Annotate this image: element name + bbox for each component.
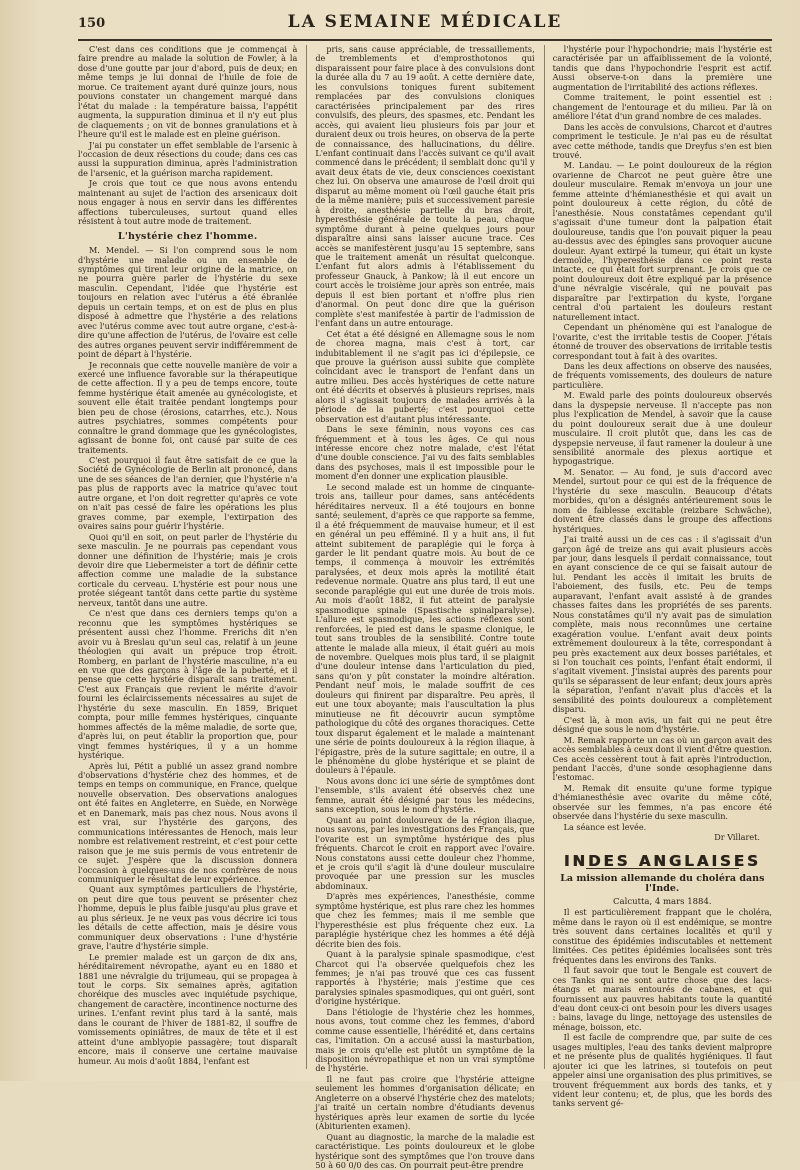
page-header	[78, 12, 772, 41]
paragraph: Il faut savoir que tout le Bengale est couvert de ces Tanks qui ne sont autre chose que des lacs-étangs et marais entourés de cabanes, et qui fournissent aux pauvres habitants toute la quantité d'eau dont ceux-ci ont besoin pour les divers usages : bains, lavage du linge, nettoyage des ustensiles de ménage, boisson, etc.	[552, 965, 772, 1032]
paragraph: Dans le sexe féminin, nous voyons ces cas fréquemment et à tous les âges. Ce qui nous intéresse encore chez notre malade, c'est l'état d'une double conscience. J'ai vu des faits semblables dans des psychoses, mais il est impossible pour le moment d'en donner une explication plausible.	[315, 424, 535, 482]
paragraph: Je crois que tout ce que nous avons entendu maintenant au sujet de l'action des arsenicaux doit nous engager à nous en servir dans les différentes affections tuberculeuses, surtout quand elles résistent à tout autre mode de traitement.	[78, 178, 298, 227]
paragraph: Quant au point douloureux de la région iliaque, nous savons, par les investigations des Français, que l'ovarite est un symptôme hystérique des plus fréquents. Charcot le croit en rapport avec l'ovaire. Nous constatons aussi cette douleur chez l'homme, et je crois qu'il s'agit là d'une douleur musculaire provoquée par une pression sur les muscles abdominaux.	[315, 814, 535, 891]
paragraph: M. Remak dit ensuite qu'une forme typique d'hémianesthésie avec ovarite du même côté, observée sur les femmes, n'a pas encore été observée dans l'hystérie du sexe masculin.	[552, 782, 772, 822]
paragraph: Il ne faut pas croire que l'hystérie atteigne seulement les hommes d'organisation délicate; en Angleterre on a observé l'hystérie chez des matelots; j'ai traité un certain nombre d'étudiants devenus hystériques après leur examen de sortie du lycée (Abiturienten examen).	[315, 1073, 535, 1132]
paragraph: J'ai pu constater un effet semblable de l'arsenic à l'occasion de deux résections du coude; dans ces cas aussi la suppuration diminua, après l'administration de l'arsenic, et la guérison marcha rapidement.	[78, 139, 298, 178]
paragraph: Quant aux symptômes particuliers de l'hystérie, on peut dire que tous peuvent se présenter chez l'homme, depuis le plus faible jusqu'au plus grave et au plus sérieux. Je ne veux pas vous décrire ici tous les détails de cette affection, mais je désire vous communiquer deux observations : l'une d'hystérie grave, l'autre d'hystérie simple.	[78, 884, 298, 952]
paragraph: Après lui, Pétit a publié un assez grand nombre d'observations d'hystérie chez des hommes, et de temps en temps on communique, en France, quelque nouvelle observation. Des observations analogues ont été faites en Angleterre, en Suède, en Norwège et en Danemark, mais pas chez nous. Nous avons il est vrai, sur l'hystérie des garçons, des communications intéressantes de Henoch, mais leur nombre est relativement restreint, et c'est pour cette raison que je me suis permis de vous entretenir de ce sujet. J'espère que la discussion donnera l'occasion à quelques-uns de nos confrères de nous communiquer le résultat de leur expérience.	[78, 760, 298, 884]
article-subhead: L'hystérie chez l'homme.	[117, 230, 258, 242]
paragraph: M. Ewald parle des points douloureux observés dans la dyspepsie nerveuse. Il n'accepte pas non plus l'explication de Mendel, à savoir que la cause du point douloureux serait due à une douleur musculaire. Il croit plutôt que, dans les cas de dyspepsie nerveuse, il faut ramener la douleur à une sensibilité anormale des plexus aortique et hypogastrique.	[552, 390, 772, 467]
paragraph: Le premier malade est un garçon de dix ans, héréditairement névropathe, ayant eu en 1880 et 1881 une névralgie du trijumeau, qui se propagea à tout le corps. Six semaines après, agitation choréique des muscles avec inquiétude psychique, changement de caractère, incontinence nocturne des urines. L'enfant revint plus tard à la santé, mais dans le courant de l'hiver de 1881-82, il souffre de vomissements opiniâtres, de maux de tête et il est atteint d'une amblyopie passagère; tout disparaît encore, mais il conserve une certaine mauvaise humeur. Au mois d'août 1884, l'enfant est	[78, 951, 298, 1066]
paragraph: Dans les deux affections on observe des nausées, de fréquents vomissements, des douleurs de nature particulière.	[552, 360, 772, 390]
article-subhead: La mission allemande du choléra dans l'Inde.	[560, 873, 765, 894]
paragraph: pris, sans cause appréciable, de tressaillements, de tremblements et d'emprosthotonos qui disparaissent pour faire place à des convulsions dont la durée alla du 7 au 19 août. A cette dernière date, les convulsions toniques furent subitement remplacées par des convulsions cloniques caractérisées principalement par des rires convulsifs, des pleurs, des spasmes, etc. Pendant les accès, qui avaient lieu plusieurs fois par jour et duraient deux ou trois heures, on observa de la perte de connaissance, des hallucinations, du délire. L'enfant continuait dans l'accès suivant ce qu'il avait commencé dans le précédent; il semblait donc qu'il y avait deux états de vie, deux consciences coexistant chez lui. On observa une amaurose de l'œil droit qui disparut au même moment où l'œil gauche était pris de la même manière; puis et successivement paresie à droite, anesthésie partielle du bras droit, hyperesthésie générale de toute la peau, chaque symptôme durant à peine quelques jours pour disparaître ainsi sans laisser aucune trace. Ces accès se manifestèrent jusqu'au 15 septembre, sans que le traitement amenât un résultat quelconque. L'enfant fut alors admis à l'établissement du professeur Gnauck, à Pankow; là il eut encore un court accès le troisième jour après son entrée, mais depuis il est bien portant et n'offre plus rien d'anormal. On peut donc dire que la guérison complète s'est manifestée à partir de l'admission de l'enfant dans un autre entourage.	[315, 44, 535, 329]
page-number: 150	[78, 16, 106, 31]
paragraph: Dans l'étiologie de l'hystérie chez les hommes, nous avons, tout comme chez les femmes, d'abord comme cause essentielle, l'hérédité et, dans certains cas, l'imitation. On a accusé aussi la masturbation, mais je crois qu'elle est plutôt un symptôme de la disposition névropathique et non un vrai symptôme de l'hystérie.	[315, 1006, 535, 1074]
section-title: INDES ANGLAISES	[563, 851, 761, 870]
paragraph: Cet état a été désigné en Allemagne sous le nom de chorea magna, mais c'est à tort, car indubitablement il ne s'agit pas ici d'épilepsie, ce que prouve la guérison aussi subite que complète coïncidant avec le transport de l'enfant dans un autre milieu. Des accès hystériques de cette nature ont été décrits et observés à plusieurs reprises, mais alors il s'agissait toujours de malades arrivés à la période de la puberté; c'est pourquoi cette observation est d'autant plus intéressante.	[315, 328, 535, 424]
paragraph: Dans les accès de convulsions, Charcot et d'autres compriment le testicule. Je n'ai pas eu de résultat avec cette méthode, tandis que Dreyfus s'en est bien trouvé.	[552, 121, 772, 160]
paragraph: C'est dans ces conditions que je commençai à faire prendre au malade la solution de Fowler, à la dose d'une goutte par jour d'abord, puis de deux; en même temps je lui donnai de l'huile de foie de morue. Ce traitement ayant duré quinze jours, nous pouvions constater un changement marqué dans l'état du malade : la température baissa, l'appétit augmenta, la suppuration diminua et il n'y eut plus de claquements ; on vit de bonnes granulations et à l'heure qu'il est le malade est en pleine guérison.	[78, 44, 298, 140]
paragraph: Quant au diagnostic, la marche de la maladie est caractéristique. Les points douloureux et le globe hystérique sont des symptômes que l'on trouve dans 50 à 60 0/0 des cas. On pourrait peut-être prendre	[315, 1131, 535, 1170]
paragraph: C'est là, à mon avis, un fait qui ne peut être désigné que sous le nom d'hystérie.	[552, 714, 772, 735]
paragraph: Cependant un phénomène qui est l'analogue de l'ovarite, c'est the irritable testis de Cooper. J'étais étonné de trouver des observations de irritable testis correspondant tout à fait à des ovarites.	[552, 322, 772, 361]
column-2	[306, 44, 535, 1170]
paragraph: M. Mendel. — Si l'on comprend sous le nom d'hystérie une maladie ou un ensemble de symptômes qui tirent leur origine de la matrice, on ne pourra guère parler de l'hystérie du sexe masculin. Cependant, l'idée que l'hystérie est toujours en relation avec l'utérus a été ébranlée depuis un certain temps, et on est de plus en plus disposé à admettre que l'hystérie a des relations avec l'utérus comme avec tout autre organe, c'est-à-dire qu'une affection de l'utérus, de l'ovaire est celle des autres organes peuvent servir indifféremment de point de départ à l'hystérie.	[78, 245, 298, 360]
author-signature: Dr Villaret.	[714, 832, 760, 843]
paragraph: M. Senator. — Au fond, je suis d'accord avec Mendel, surtout pour ce qui est de la fréquence de l'hystérie du sexe masculin. Beaucoup d'états morbides, qu'on a désignés antérieurement sous le nom de faiblesse excitable (reizbare Schwäche), doivent être classés dans le groupe des affections hystériques.	[552, 466, 772, 534]
paragraph: M. Remak rapporte un cas où un garçon avait des accès semblables à ceux dont il vient d'être question. Ces accès cessèrent tout à fait après l'introduction, pendant l'accès, d'une sonde œsophagienne dans l'estomac.	[552, 734, 772, 783]
text-columns	[78, 44, 772, 1170]
paragraph: Nous avons donc ici une série de symptômes dont l'ensemble, s'ils avaient été observés chez une femme, aurait été désigné par tous les médecins, sans exception, sous le nom d'hystérie.	[315, 775, 535, 815]
paragraph: C'est pourquoi il faut être satisfait de ce que la Société de Gynécologie de Berlin ait prononcé, dans une de ses séances de l'an dernier, que l'hystérie n'a pas plus de rapports avec la matrice qu'avec tout autre organe, et l'on doit regretter qu'après ce vote on n'ait pas cessé de faire les opérations les plus graves comme, par exemple, l'extirpation des ovaires sains pour guérir l'hystérie.	[78, 455, 298, 532]
paragraph: J'ai traité aussi un de ces cas : il s'agissait d'un garçon âgé de treize ans qui avait plusieurs accès par jour, dans lesquels il perdait connaissance, tout en ayant conscience de ce qui se faisait autour de lui. Pendant les accès il imitait les bruits de l'aboiement, des fusils, etc. Peu de temps auparavant, l'enfant avait assisté à de grandes chasses faites dans les propriétés de ses parents. Nous constatâmes qu'il n'y avait pas de simulation complète, mais nous reconnûmes une certaine exagération voulue. L'enfant avait deux points extrêmement douloureux à la tête, correspondant à peu près exactement aux deux bosses pariétales, et si l'on touchait ces points, l'enfant était endormi, il s'agitait vivement. J'insistai auprès des parents pour qu'ils se séparassent de leur enfant; deux jours après la séparation, l'enfant n'avait plus d'accès et la sensibilité des points douloureux a complètement disparu.	[552, 534, 772, 715]
column-3	[544, 44, 772, 1109]
dateline: Calcutta, 4 mars 1884.	[613, 896, 712, 907]
journal-title: LA SEMAINE MÉDICALE	[287, 12, 563, 32]
paragraph: Je reconnais que cette nouvelle manière de voir a exercé une influence favorable sur la thérapeutique de cette affection. Il y a peu de temps encore, toute femme hystérique était amenée au gynécologiste, et souvent elle était traitée pendant longtemps pour bien peu de chose (érosions, catarrhes, etc.). Nous autres psychiatres, sommes compétents pour connaître le grand dommage que les gynécologistes, agissant de bonne foi, ont causé par suite de ces traitements.	[78, 359, 298, 455]
paragraph: La séance est levée.	[563, 821, 647, 832]
paragraph: Ce n'est que dans ces derniers temps qu'on a reconnu que les symptômes hystériques se présentent aussi chez l'homme. Frerichs dit n'en avoir vu à Breslau qu'un seul cas, relatif à un jeune théologien qui avait un prépuce trop étroit. Romberg, en parlant de l'hystérie masculine, n'a eu en vue que des garçons à l'âge de la puberté, et il pense que cette hystérie disparaît sans traitement. C'est aux Français que revient le mérite d'avoir fourni les éclaircissements nécessaires au sujet de l'hystérie du sexe masculin. En 1859, Briquet compta, pour mille femmes hystériques, cinquante hommes affectés de la même maladie, de sorte que, d'après lui, on peut établir la proportion que, pour vingt femmes hystériques, il y a un homme hystérique.	[78, 608, 298, 761]
paragraph: Comme traitement, le point essentiel est : changement de l'entourage et du milieu. Par là on améliore l'état d'un grand nombre de ces malades.	[552, 92, 772, 122]
paragraph: Le second malade est un homme de cinquante-trois ans, tailleur pour dames, sans antécédents héréditaires nerveux. Il a été toujours en bonne santé; seulement, d'après ce que rapporte sa femme, il a été fréquemment de mauvaise humeur, et il est en général un peu efféminé. Il y a huit ans, il fut atteint subitement de paraplégie qui le força à garder le lit pendant quatre mois. Au bout de ce temps, il commença à mouvoir les extrémités paralysées, et deux mois après la motilité était redevenue normale. Quatre ans plus tard, il eut une seconde paraplégie qui eut une durée de trois mois. Au mois d'août 1882, il fut atteint de paralysie spasmodique spinale (Spastische spinalparalyse). L'allure est spasmodique, les actions réflexes sont renforcées, le pied est dans le spasme clonique, le tout sans troubles de la sensibilité. Contre toute attente le malade alla mieux, il était guéri au mois de novembre. Quelques mois plus tard, il se plaignit d'une douleur intense dans l'articulation du pied, sans qu'on y pût constater la moindre altération. Pendant neuf mois, le malade souffrit de ces douleurs qui finirent par disparaître. Peu après, il eut une toux aboyante; mais l'auscultation la plus minutieuse ne fit découvrir aucun symptôme pathologique du côté des organes thoraciques. Cette toux disparut également et le malade a maintenant une série de points douloureux à la région iliaque, à l'épigastre, près de la suture sagittale; en outre, il a le phénomène du globe hystérique et se plaint de douleurs à l'épaule.	[315, 481, 535, 776]
paragraph: Il est particulièrement frappant que le choléra, même dans le rayon où il est endémique, se montre très souvent dans certaines localités et qu'il y constitue des épidémies indiscutables et nettement limitées. Ces petites épidémies localisées sont très fréquentes dans les environs des Tanks.	[552, 907, 772, 965]
paragraph: Quoi qu'il en soit, on peut parler de l'hystérie du sexe masculin. Je ne pourrais pas cependant vous donner une définition de l'hystérie; mais je crois devoir dire que Liebermeister a tort de définir cette affection comme une maladie de la substance corticale du cerveau. L'hystérie est pour nous une protée siégeant tantôt dans cette partie du système nerveux, tantôt dans une autre.	[78, 531, 298, 608]
paragraph: M. Landau. — Le point douloureux de la région ovarienne de Charcot ne peut guère être une douleur musculaire. Remak m'envoya un jour une femme atteinte d'hémianesthésie et qui avait un point douloureux à cette région, du côté de l'anesthésie. Nous constatâmes cependant qu'il s'agissait d'une tumeur dont la palpation était douloureuse, tandis que l'on pouvait piquer la peau au-dessus avec des épingles sans provoquer aucune douleur. Ayant extirpé la tumeur, qui était un kyste dermoïde, l'hyperesthésie dans ce point resta intacte, ce qui était fort surprenant. Je crois que ce point douloureux doit être expliqué par la présence d'une névralgie viscérale, qui ne pouvait pas disparaître par l'extirpation du kyste, l'organe central d'où partaient les douleurs restant naturellement intact.	[552, 160, 772, 322]
paragraph: Il est facile de comprendre que, par suite de ces usages multiples, l'eau des tanks devient malpropre et ne présente plus de qualités hygiéniques. Il faut ajouter ici que les latrines, si toutefois on peut appeler ainsi une organisation des plus primitives, se trouvent fréquemment aux bords des tanks, et y vident leur contenu; et, de plus, que les bords des tanks servent gé-	[552, 1032, 772, 1109]
column-1	[78, 45, 297, 1069]
paragraph: l'hystérie pour l'hypochondrie; mais l'hystérie est caractérisée par un affaiblissement de la volonté, tandis que dans l'hypochondrie l'esprit est actif. Aussi observe-t-on dans la première une augmentation de l'irritabilité des actions réflexes.	[552, 44, 772, 92]
paragraph: D'après mes expériences, l'anesthésie, comme symptôme hystérique, est plus rare chez les hommes que chez les femmes; mais il me semble que l'hyperesthésie est plus fréquente chez eux. La paraplégie hystérique chez les hommes a été déjà décrite bien des fois.	[315, 891, 535, 949]
paragraph: Quant à la paralysie spinale spasmodique, c'est Charcot qui l'a observée quelquefois chez les femmes; je n'ai pas trouvé que ces cas fussent rapportés à l'hystérie; mais j'estime que ces paralysies spinales spasmodiques, qui ont guéri, sont d'origine hystérique.	[315, 949, 535, 1007]
